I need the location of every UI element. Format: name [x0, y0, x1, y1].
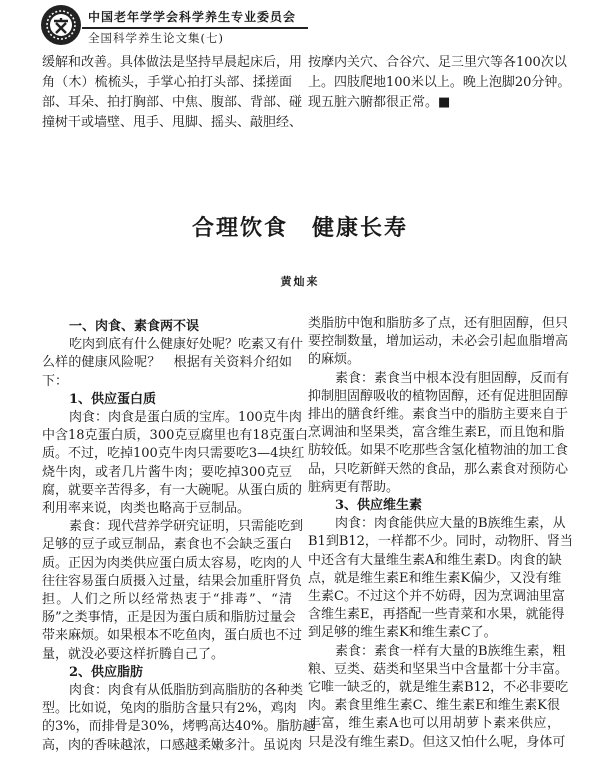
text-line: 带来麻烦。如果根本不吃鱼肉，蛋白质也不过 [42, 628, 303, 644]
section-heading: 1、供应蛋白质 [69, 391, 157, 407]
text-line: 吃肉到底有什么健康好处呢？吃素又有什 [69, 337, 304, 353]
text-line: 担。人们之所以经常热衷于“排毒”、“清 [42, 592, 292, 608]
text-line: 素食：现代营养学研究证明，只需能吃到 [69, 519, 304, 535]
text-line: 肠”之类事情，正是因为蛋白质和脂肪过量会 [42, 610, 296, 626]
text-line: 素食：素食一样有大量的B族维生素，粗 [335, 643, 566, 659]
text-line: 排出的膳食纤维。素食当中的脂肪主要来自于 [308, 407, 569, 423]
text-line: 质。不过，吃掉100克牛肉只需要吃3—4块红 [42, 446, 305, 462]
text-line: 只是没有维生素D。但这又怕什么呢，身体可 [308, 734, 566, 750]
text-line: 利用率来说，肉类也略高于豆制品。 [42, 501, 251, 517]
text-line: 的3%，而排骨是30%，烤鸭高达40%。脂肪越 [42, 719, 316, 735]
society-logo [40, 4, 82, 46]
text-line: 腐，就要辛苦得多，有一大碗呢。从蛋白质的 [42, 482, 303, 498]
text-line: 烧牛肉，或者几片酱牛肉；要吃掉300克豆 [42, 464, 292, 480]
text-line: 撞树干或墙壁、甩手、甩脚、摇头、敲胆经、 [42, 115, 303, 130]
text-line: 肉食：肉食有从低脂肪到高脂肪的各种类 [69, 683, 304, 699]
text-line: 点，就是维生素E和维生素K偏少，又没有维 [308, 570, 562, 586]
text-line: 的麻烦。 [308, 352, 361, 368]
header-rule [82, 27, 308, 29]
text-line: 抑制胆固醇吸收的植物固醇，还有促进胆固醇 [308, 388, 569, 404]
text-line: 现五脏六腑都很正常。■ [308, 95, 451, 110]
text-line: 部、耳朵、拍打胸部、中焦、腹部、背部、碰 [42, 95, 303, 110]
text-line: 素食：素食当中根本没有胆固醇，反而有 [335, 370, 570, 386]
article-right-column [308, 315, 573, 752]
text-line: 中还含有大量维生素A和维生素D。肉食的缺 [308, 552, 562, 568]
text-line: 要控制数量，增加运动，未必会引起血脂增高 [308, 334, 569, 350]
text-line: 往往容易蛋白质摄入过量，结果会加重肝肾负 [42, 573, 303, 589]
text-line: 类脂肪中饱和脂肪多了点，还有胆固醇，但只 [308, 316, 569, 331]
text-line: 到足够的维生素K和维生素C了。 [308, 625, 497, 641]
text-line: 肉。素食里维生素C、维生素E和维生素K很 [308, 698, 560, 714]
text-line: 丰富，维生素A也可以用胡萝卜素来供应， [308, 716, 560, 732]
text-line: 品，只吃新鲜天然的食品，那么素食对预防心 [308, 461, 569, 477]
section-heading: 3、供应维生素 [335, 498, 423, 514]
text-line: 量，就没必要这样折腾自己了。 [42, 646, 225, 662]
text-line: 么样的健康风险呢？ 根据有关资料介绍如 [42, 355, 292, 371]
continued-text-right [308, 53, 571, 113]
text-line: 按摩内关穴、合谷穴、足三里穴等各100次以 [308, 55, 567, 70]
text-line: 烹调油和坚果类，富含维生素E，而且饱和脂 [308, 425, 565, 441]
text-line: 角（木）梳梳头，手掌心拍打头部、揉搓面 [42, 75, 292, 90]
continued-text-left [42, 53, 303, 133]
text-line: 高，肉的香味越浓，口感越柔嫩多汁。虽说肉 [42, 737, 303, 753]
article-left-column [42, 318, 316, 755]
article-author: 黄灿来 [280, 275, 320, 288]
text-line: 缓解和改善。具体做法是坚持早晨起床后，用 [42, 55, 303, 70]
text-line: 肉食：肉食能供应大量的B族维生素，从 [335, 516, 566, 532]
text-line: 中含18克蛋白质，300克豆腐里也有18克蛋白 [42, 428, 308, 444]
text-line: 型。比如说，兔肉的脂肪含量只有2%，鸡肉 [42, 701, 297, 717]
text-line: 含维生素E，再搭配一些青菜和水果，就能得 [308, 607, 565, 623]
text-line: 质。正因为肉类供应蛋白质太容易，吃肉的人 [42, 555, 303, 571]
text-line: 足够的豆子或豆制品，素食也不会缺乏蛋白 [42, 537, 292, 553]
article-title: 合理饮食 健康长寿 [191, 216, 408, 241]
text-line: 脏病更有帮助。 [308, 479, 400, 495]
text-line: 肉食：肉食是蛋白质的宝库。100克牛肉 [69, 410, 302, 426]
section-heading: 2、供应脂肪 [69, 664, 144, 680]
header-society-name: 中国老年学学会科学养生专业委员会 [88, 10, 297, 24]
text-line: 上。四肢爬地100米以上。晚上泡脚20分钟。 [308, 75, 571, 90]
text-line: B1到B12，一样都不少。同时，动物肝、肾当 [308, 534, 573, 550]
section-heading: 一、肉食、素食两不误 [69, 319, 200, 334]
header-collection-name: 全国科学养生论文集(七) [88, 31, 224, 45]
text-line: 生素C。不过这个并不妨碍，因为烹调油里富 [308, 589, 565, 605]
text-line: 下： [42, 373, 69, 389]
text-line: 它唯一缺乏的，就是维生素B12，不必非要吃 [308, 680, 569, 696]
text-line: 粮、豆类、菇类和坚果当中含量都十分丰富。 [308, 661, 569, 677]
text-line: 肪较低。如果不吃那些含氢化植物油的加工食 [308, 443, 569, 459]
